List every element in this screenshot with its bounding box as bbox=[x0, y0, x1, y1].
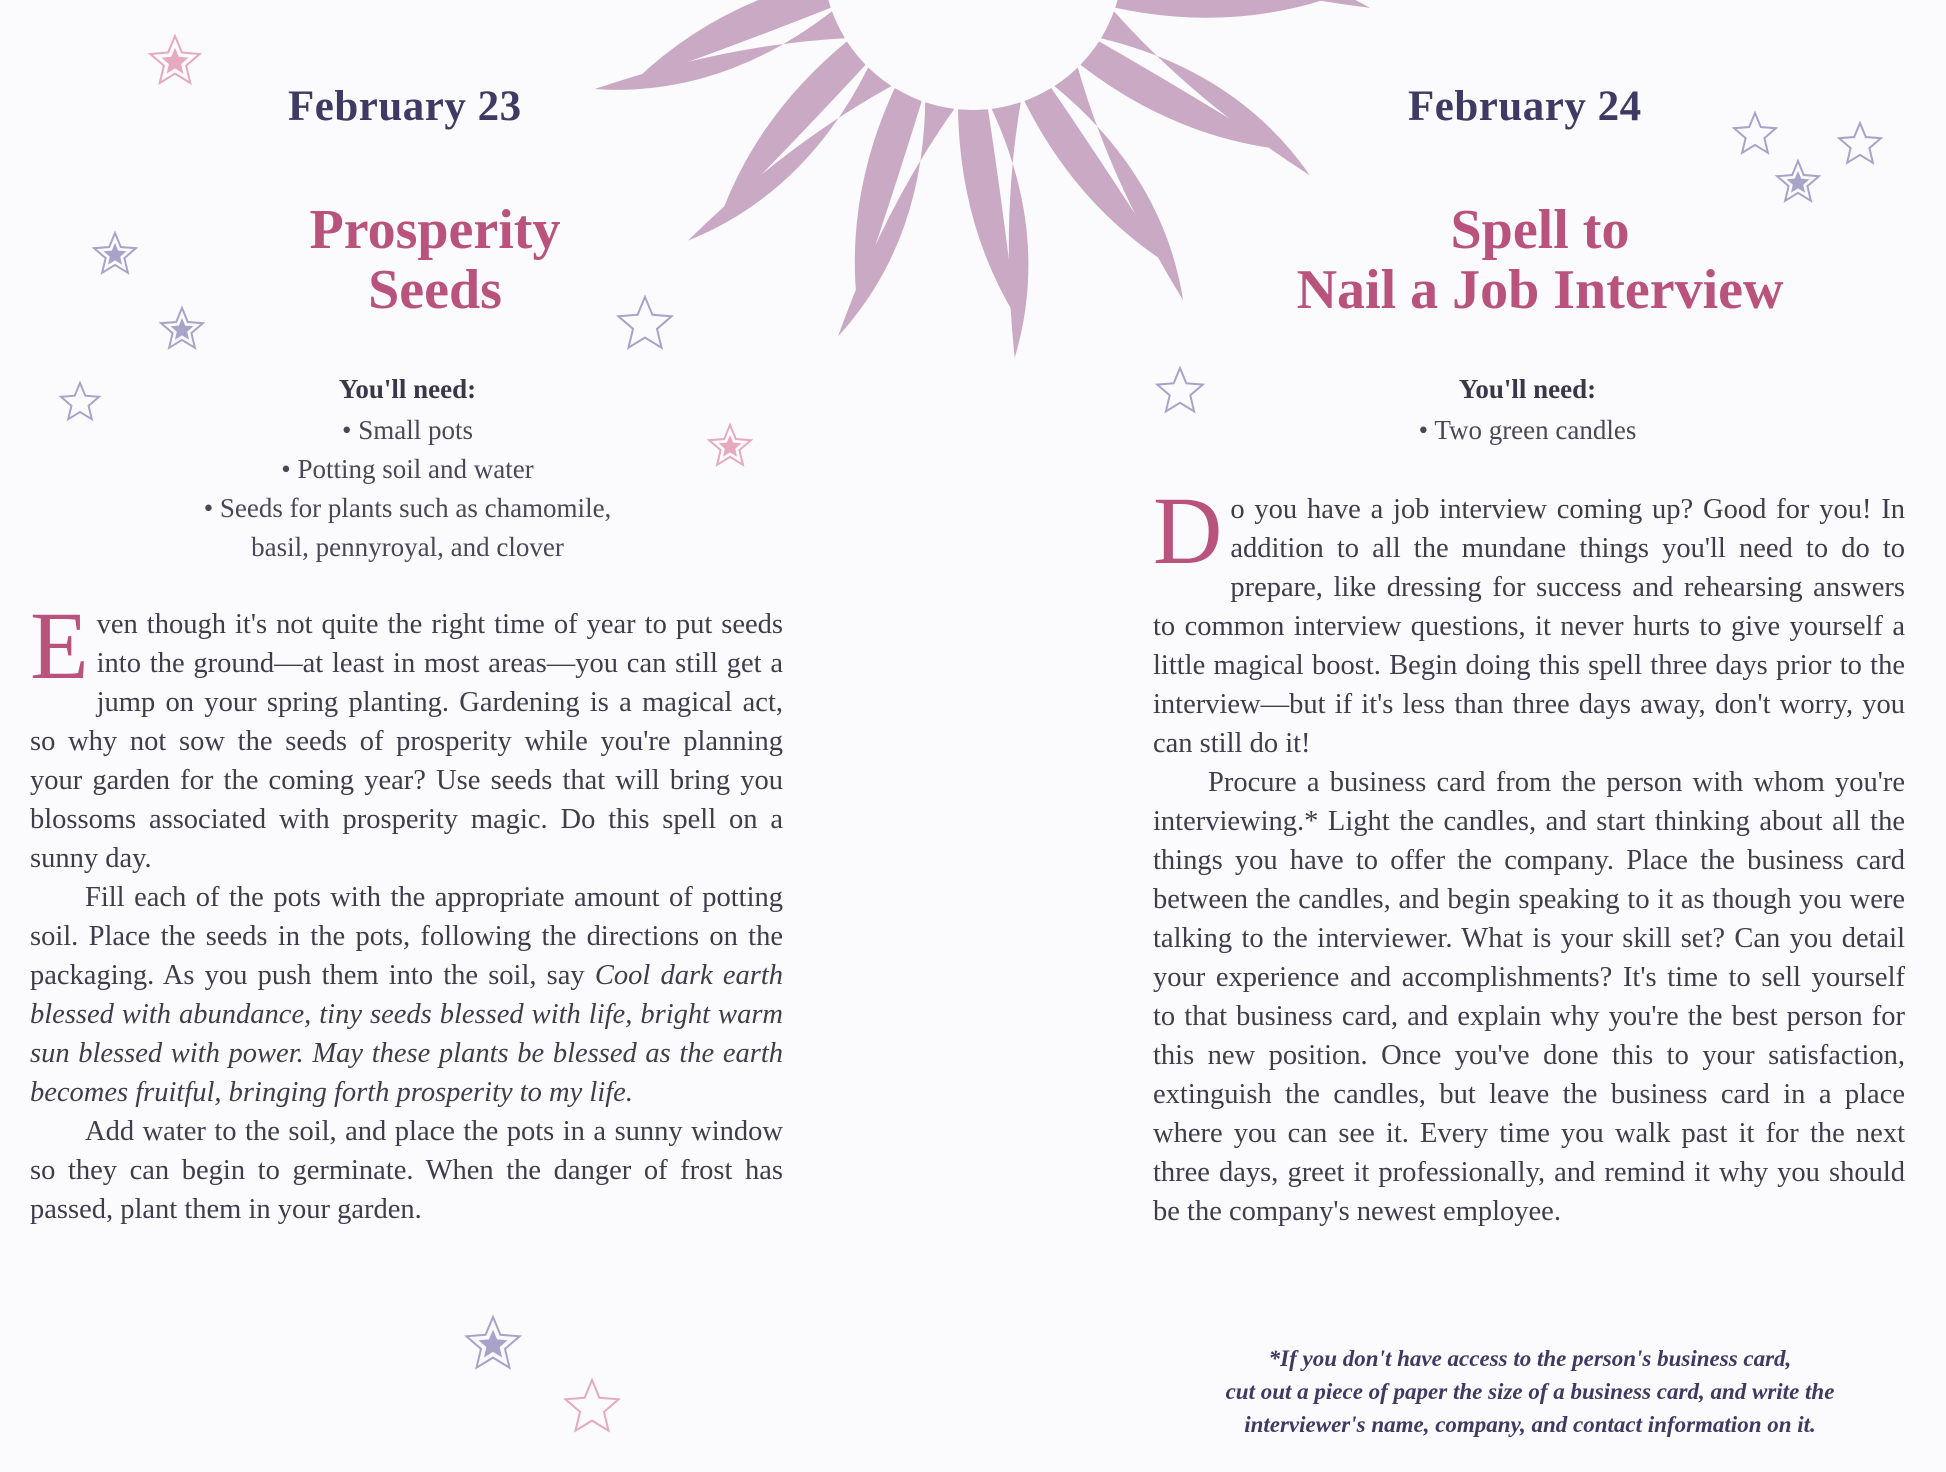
needs-item: • Seeds for plants such as chamomile, bbox=[203, 493, 612, 523]
body-text bbox=[1153, 477, 1905, 1231]
page-title bbox=[1230, 200, 1850, 320]
needs-item: • Small pots bbox=[342, 415, 473, 445]
drop-cap: D bbox=[1153, 477, 1223, 584]
footnote-line: interviewer's name, company, and contact information on it. bbox=[1244, 1412, 1816, 1437]
sun-ray bbox=[838, 102, 954, 336]
paragraph-text: Add water to the soil, and place the pots in a sunny window so they can begin to germinate. When the danger of frost has passed, plant them in your garden. bbox=[30, 1116, 783, 1225]
footnote-line: cut out a piece of paper the size of a business card, and write the bbox=[1225, 1379, 1835, 1404]
page-date: February 23 bbox=[288, 83, 522, 130]
paragraph bbox=[30, 878, 783, 1112]
needs-item: • Two green candles bbox=[1418, 415, 1637, 445]
paragraph-text: o you have a job interview coming up? Good for you! In addition to all the mundane things you'll need to do to prepare, like dressing for success and rehearsing answers to common interview questions, it never hurts to give yourself a little magical boost. Begin doing this spell three days prior to the interview—but if it's less than three days away, don't worry, you can still do it! bbox=[1153, 494, 1905, 759]
footnote-line: *If you don't have access to the person's business card, bbox=[1268, 1346, 1792, 1371]
footnote bbox=[1180, 1342, 1880, 1441]
paragraph bbox=[1153, 477, 1905, 763]
sun-ray bbox=[855, 88, 922, 301]
page-title bbox=[225, 200, 645, 320]
sun-ray bbox=[992, 102, 1029, 358]
title-line: Spell to bbox=[1450, 199, 1630, 261]
needs-label: You'll need: bbox=[338, 374, 477, 404]
left-page bbox=[30, 0, 785, 1472]
paragraph-text: Fill each of the pots with the appropriate amount of potting soil. Place the seeds in the pots, following the directions on the packaging. As you push them into the soil, say bbox=[30, 882, 783, 991]
paragraph bbox=[30, 1112, 783, 1229]
sun-ray bbox=[1024, 88, 1167, 263]
needs-list bbox=[130, 370, 685, 567]
sun-disc bbox=[823, 0, 1123, 110]
needs-label: You'll need: bbox=[1458, 374, 1597, 404]
page-date: February 24 bbox=[1408, 83, 1642, 130]
drop-cap: E bbox=[30, 592, 89, 699]
body-text bbox=[30, 592, 784, 1229]
right-page bbox=[1150, 0, 1905, 1472]
chant-text: Cool dark earth blessed with abundance, tiny seeds blessed with life, bright warm sun blessed with power. May these plants be blessed as the earth becomes fruitful, bringing forth prosperity to my life. bbox=[30, 960, 784, 1108]
paragraph-text: Procure a business card from the person with whom you're interviewing.* Light the candles, and start thinking about all the things you have to offer the company. Place the business card between the candles, and begin speaking to it as though you were talking to the interviewer. What is your skill set? Can you detail your experience and accomplishments? It's time to sell yourself to that business card, and explain why you're the best person for this new position. Once you've done this to your satisfaction, extinguish the candles, but leave the business card in a place where you can see it. Every time you walk past it for the next three days, greet it professionally, and remind it why you should be the company's newest employee. bbox=[1153, 767, 1905, 1227]
needs-item: • Potting soil and water bbox=[281, 454, 534, 484]
title-line: Seeds bbox=[368, 259, 502, 321]
needs-item: basil, pennyroyal, and clover bbox=[251, 532, 564, 562]
needs-list bbox=[1250, 370, 1805, 450]
title-line: Nail a Job Interview bbox=[1296, 259, 1784, 321]
paragraph bbox=[1153, 763, 1905, 1231]
paragraph-text: ven though it's not quite the right time of year to put seeds into the ground—at least in most areas—you can still get a jump on your spring planting. Gardening is a magical act, so why not sow the seeds of prosperity while you're planning your garden for the coming year? Use seeds that will bring you blossoms associated with prosperity magic. Do this spell on a sunny day. bbox=[30, 609, 783, 874]
title-line: Prosperity bbox=[309, 199, 561, 261]
sun-ray bbox=[958, 109, 1016, 317]
paragraph bbox=[30, 592, 783, 878]
